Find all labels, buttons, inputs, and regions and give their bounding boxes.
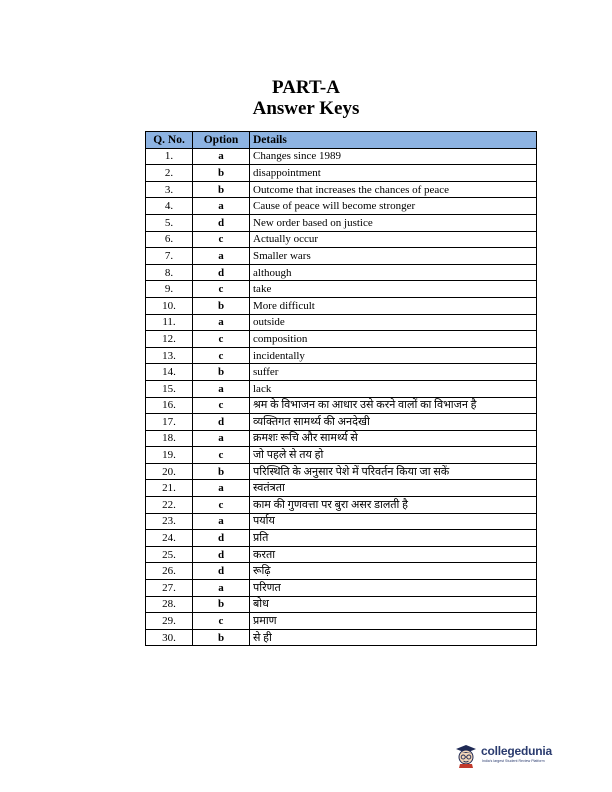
details-cell: incidentally bbox=[250, 347, 537, 364]
option-cell: d bbox=[193, 563, 250, 580]
question-number-cell: 20. bbox=[146, 463, 193, 480]
question-number-cell: 29. bbox=[146, 613, 193, 630]
table-row bbox=[146, 546, 537, 563]
table-row bbox=[146, 613, 537, 630]
table-row bbox=[146, 530, 537, 547]
question-number-cell: 17. bbox=[146, 414, 193, 431]
question-number-cell: 25. bbox=[146, 546, 193, 563]
details-cell: रूढ़ि bbox=[250, 563, 537, 580]
table-row bbox=[146, 447, 537, 464]
option-cell: a bbox=[193, 430, 250, 447]
table-row bbox=[146, 397, 537, 414]
option-cell: a bbox=[193, 248, 250, 265]
question-number-cell: 22. bbox=[146, 497, 193, 514]
option-cell: c bbox=[193, 447, 250, 464]
details-cell: New order based on justice bbox=[250, 214, 537, 231]
table-row bbox=[146, 148, 537, 165]
brand-name: collegedunia bbox=[481, 744, 552, 758]
option-cell: d bbox=[193, 546, 250, 563]
details-cell: lack bbox=[250, 380, 537, 397]
table-row bbox=[146, 198, 537, 215]
option-cell: b bbox=[193, 297, 250, 314]
table-row bbox=[146, 181, 537, 198]
table-row bbox=[146, 480, 537, 497]
details-cell: करता bbox=[250, 546, 537, 563]
option-cell: a bbox=[193, 513, 250, 530]
details-cell: suffer bbox=[250, 364, 537, 381]
option-cell: b bbox=[193, 364, 250, 381]
details-cell: More difficult bbox=[250, 297, 537, 314]
details-cell: disappointment bbox=[250, 165, 537, 182]
details-cell: जो पहले से तय हो bbox=[250, 447, 537, 464]
option-cell: d bbox=[193, 414, 250, 431]
table-row bbox=[146, 314, 537, 331]
option-cell: b bbox=[193, 165, 250, 182]
column-header-option: Option bbox=[193, 132, 250, 149]
question-number-cell: 9. bbox=[146, 281, 193, 298]
table-row bbox=[146, 331, 537, 348]
option-cell: c bbox=[193, 331, 250, 348]
option-cell: d bbox=[193, 214, 250, 231]
table-row bbox=[146, 580, 537, 597]
option-cell: b bbox=[193, 629, 250, 646]
details-cell: काम की गुणवत्ता पर बुरा असर डालती है bbox=[250, 497, 537, 514]
details-cell: क्रमशः रूचि और सामर्थ्य से bbox=[250, 430, 537, 447]
table-row bbox=[146, 596, 537, 613]
question-number-cell: 30. bbox=[146, 629, 193, 646]
table-row bbox=[146, 264, 537, 281]
table-row bbox=[146, 563, 537, 580]
table-row bbox=[146, 497, 537, 514]
details-cell: परिस्थिति के अनुसार पेशे में परिवर्तन किया जा सकें bbox=[250, 463, 537, 480]
table-row bbox=[146, 214, 537, 231]
question-number-cell: 18. bbox=[146, 430, 193, 447]
option-cell: a bbox=[193, 314, 250, 331]
collegedunia-logo bbox=[453, 742, 563, 768]
table-row bbox=[146, 165, 537, 182]
details-cell: प्रति bbox=[250, 530, 537, 547]
table-row bbox=[146, 629, 537, 646]
details-cell: Outcome that increases the chances of peace bbox=[250, 181, 537, 198]
question-number-cell: 21. bbox=[146, 480, 193, 497]
option-cell: d bbox=[193, 530, 250, 547]
question-number-cell: 14. bbox=[146, 364, 193, 381]
details-cell: व्यक्तिगत सामर्थ्य की अनदेखी bbox=[250, 414, 537, 431]
table-row bbox=[146, 430, 537, 447]
question-number-cell: 16. bbox=[146, 397, 193, 414]
question-number-cell: 5. bbox=[146, 214, 193, 231]
option-cell: c bbox=[193, 347, 250, 364]
details-cell: श्रम के विभाजन का आधार उसे करने वालों का विभाजन है bbox=[250, 397, 537, 414]
question-number-cell: 12. bbox=[146, 331, 193, 348]
option-cell: c bbox=[193, 613, 250, 630]
column-header-qno: Q. No. bbox=[146, 132, 193, 149]
option-cell: b bbox=[193, 596, 250, 613]
option-cell: c bbox=[193, 231, 250, 248]
page-title: PART-A bbox=[272, 77, 340, 98]
page-subtitle: Answer Keys bbox=[252, 98, 360, 119]
question-number-cell: 1. bbox=[146, 148, 193, 165]
details-cell: although bbox=[250, 264, 537, 281]
option-cell: a bbox=[193, 198, 250, 215]
details-cell: composition bbox=[250, 331, 537, 348]
option-cell: d bbox=[193, 264, 250, 281]
details-cell: outside bbox=[250, 314, 537, 331]
question-number-cell: 3. bbox=[146, 181, 193, 198]
table-row bbox=[146, 380, 537, 397]
option-cell: a bbox=[193, 580, 250, 597]
table-row bbox=[146, 463, 537, 480]
details-cell: स्वतंत्रता bbox=[250, 480, 537, 497]
option-cell: b bbox=[193, 181, 250, 198]
option-cell: b bbox=[193, 463, 250, 480]
details-cell: Cause of peace will become stronger bbox=[250, 198, 537, 215]
details-cell: प्रमाण bbox=[250, 613, 537, 630]
question-number-cell: 10. bbox=[146, 297, 193, 314]
details-cell: Smaller wars bbox=[250, 248, 537, 265]
details-cell: से ही bbox=[250, 629, 537, 646]
option-cell: a bbox=[193, 380, 250, 397]
option-cell: a bbox=[193, 480, 250, 497]
table-row bbox=[146, 347, 537, 364]
option-cell: c bbox=[193, 397, 250, 414]
question-number-cell: 15. bbox=[146, 380, 193, 397]
table-row bbox=[146, 414, 537, 431]
table-row bbox=[146, 364, 537, 381]
details-cell: पर्याय bbox=[250, 513, 537, 530]
table-row bbox=[146, 513, 537, 530]
question-number-cell: 24. bbox=[146, 530, 193, 547]
question-number-cell: 2. bbox=[146, 165, 193, 182]
table-row bbox=[146, 297, 537, 314]
column-header-details: Details bbox=[250, 132, 537, 149]
question-number-cell: 4. bbox=[146, 198, 193, 215]
details-cell: take bbox=[250, 281, 537, 298]
question-number-cell: 6. bbox=[146, 231, 193, 248]
option-cell: c bbox=[193, 281, 250, 298]
question-number-cell: 26. bbox=[146, 563, 193, 580]
question-number-cell: 8. bbox=[146, 264, 193, 281]
table-row bbox=[146, 281, 537, 298]
details-cell: परिणत bbox=[250, 580, 537, 597]
question-number-cell: 11. bbox=[146, 314, 193, 331]
question-number-cell: 7. bbox=[146, 248, 193, 265]
table-row bbox=[146, 248, 537, 265]
option-cell: a bbox=[193, 148, 250, 165]
question-number-cell: 13. bbox=[146, 347, 193, 364]
answer-key-table bbox=[145, 131, 537, 646]
brand-tagline: India's largest Student Review Platform bbox=[482, 759, 545, 763]
table-row bbox=[146, 231, 537, 248]
table-header-row bbox=[146, 132, 537, 149]
details-cell: बोध bbox=[250, 596, 537, 613]
details-cell: Changes since 1989 bbox=[250, 148, 537, 165]
question-number-cell: 27. bbox=[146, 580, 193, 597]
student-mascot-icon bbox=[453, 742, 479, 768]
option-cell: c bbox=[193, 497, 250, 514]
details-cell: Actually occur bbox=[250, 231, 537, 248]
question-number-cell: 19. bbox=[146, 447, 193, 464]
question-number-cell: 23. bbox=[146, 513, 193, 530]
question-number-cell: 28. bbox=[146, 596, 193, 613]
